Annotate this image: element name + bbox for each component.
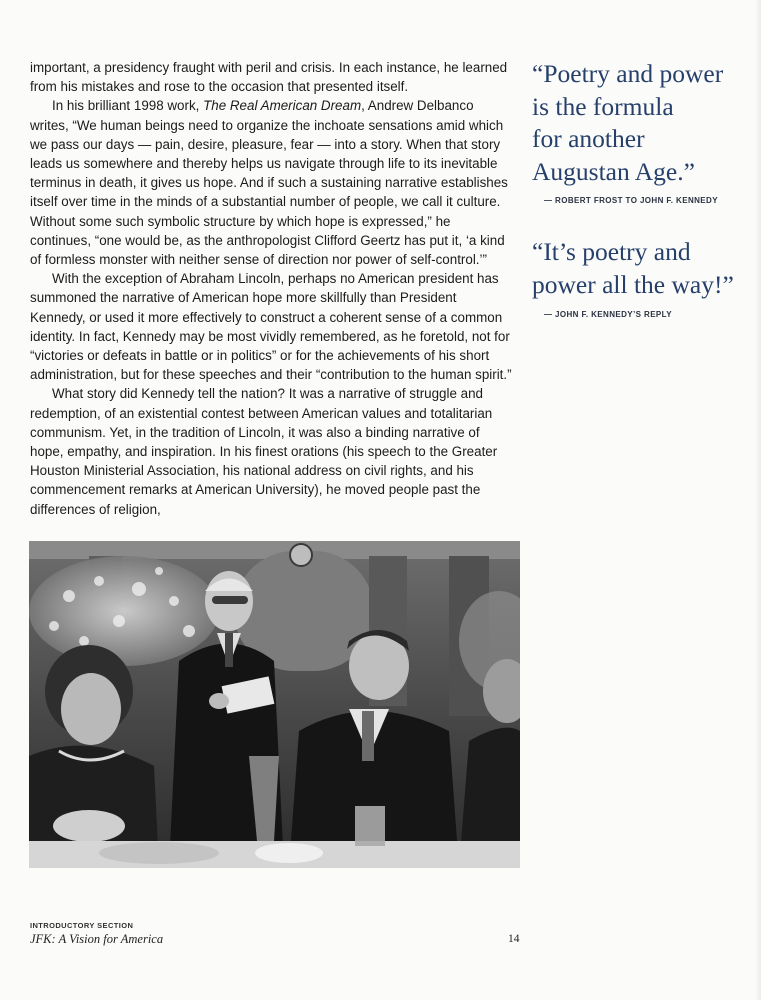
footer-book-title: JFK: A Vision for America (30, 932, 164, 946)
quote-line: for another (532, 124, 645, 153)
paragraph-2 (30, 96, 514, 269)
body-text (30, 58, 514, 519)
attribution-kennedy: — JOHN F. KENNEDY’S REPLY (544, 310, 672, 319)
book-title-citation: The Real American Dream (203, 98, 362, 114)
paragraph-4: What story did Kennedy tell the nation? It was a narrative of struggle and redemption, of an existential contest between American values and totalitarian communism. Yet, in the tradition of Lincoln, it was also a binding narrative of hope, empathy, and inspiration. In his finest orations (his speech to the Greater Houston Ministerial Association, his national address on civil rights, and his commencement remarks at American University), he moved people past the differences of religion, (30, 386, 498, 517)
footer-section-label: INTRODUCTORY SECTION (30, 921, 134, 930)
page-number: 14 (508, 933, 520, 945)
page-edge-shadow (755, 0, 761, 1000)
pull-quote-sidebar (532, 58, 754, 319)
quote-line: “Poetry and power (532, 59, 724, 88)
paragraph-1: important, a presidency fraught with peril and crisis. In each instance, he learned from his mistakes and rose to the occasion that presented itself. (30, 60, 508, 95)
attribution-frost: — ROBERT FROST TO JOHN F. KENNEDY (544, 196, 718, 205)
paragraph-3: With the exception of Abraham Lincoln, perhaps no American president has summoned the narrative of American hope more skillfully than President Kennedy, or used it more effectively to construct a coherent sense of a common identity. In fact, Kennedy may be most vividly remembered, as he foretold, not for “victories or defeats in battle or in politics” or for the achievements of his short administration, but for these speeches and their “contribution to the human spirit.” (30, 271, 512, 383)
pull-quote-kennedy (532, 236, 754, 301)
photograph-illustration (29, 541, 520, 868)
quote-line: is the formula (532, 91, 674, 121)
quote-line: Augustan Age.” (532, 156, 695, 186)
pull-quote-frost (532, 58, 754, 188)
quote-line: power all the way!” (532, 269, 734, 299)
paragraph-2-quote: , Andrew Delbanco writes, “We human beings need to organize the inchoate sensations amid which we pass our days — pain, desire, pleasure, fear — into a story. When that story leads us somewhere and thereby helps us navigate through life to its inevitable terminus in death, it gives us hope. And if such a sustaining narrative establishes itself over time in the minds of a substantial number of people, we call it culture. Without some such symbolic structure by which hope is expressed,” he continues, “one would be, as the anthropologist Clifford Geertz has put it, ‘a kind of formless monster with neither sense of direction nor power of self-control.’” (30, 98, 508, 268)
photograph-banquet (29, 541, 520, 868)
quote-line: “It’s poetry and (532, 237, 691, 266)
paragraph-2-intro: In his brilliant 1998 work, (52, 98, 204, 114)
